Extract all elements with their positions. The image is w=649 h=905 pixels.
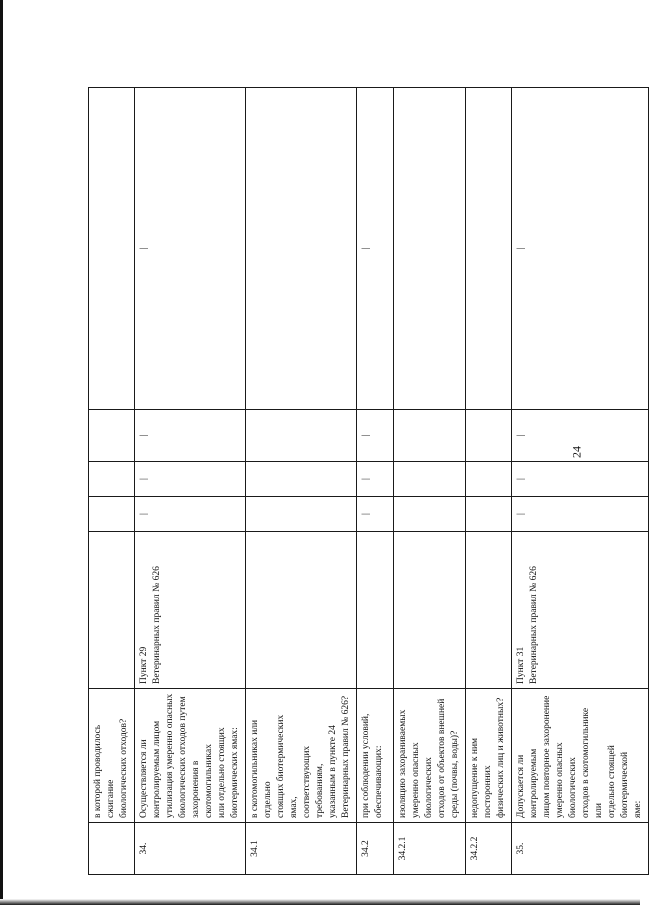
legal-reference: Пункт 31 Ветеринарных правил № 626	[512, 532, 649, 689]
answer-not-applicable: |	[512, 410, 649, 462]
page-number: 24	[569, 446, 584, 458]
table-row	[466, 88, 512, 875]
table-row	[246, 88, 357, 875]
answer-yes	[246, 497, 357, 532]
table-row	[89, 88, 135, 875]
question-text: при соблюдении условий, обеспечивающих:	[357, 689, 394, 823]
table-row	[135, 88, 246, 875]
question-text: Осуществляется ли контролируемым лицом утилизация умеренно опасных биологических отходов путем захоронения в скотомогильниках или отдельно стоящих биотермических ямах:	[135, 689, 246, 823]
item-number: 35.	[512, 823, 649, 875]
answer-yes	[394, 497, 466, 532]
checklist-table-wrapper	[88, 88, 643, 875]
answer-no	[466, 462, 512, 497]
item-number: 34.	[135, 823, 246, 875]
legal-reference	[89, 532, 135, 689]
answer-no: |	[135, 462, 246, 497]
legal-reference	[357, 532, 394, 689]
answer-note: |	[357, 88, 394, 410]
answer-no	[394, 462, 466, 497]
legal-reference	[246, 532, 357, 689]
question-text: Допускается ли контролируемым лицом повторное захоронение умеренно опасных биологических отходов в скотомогильнике или отдельно стоящей биотермической яме:	[512, 689, 649, 823]
scan-edge-bottom	[0, 899, 640, 905]
answer-no	[246, 462, 357, 497]
answer-yes: |	[512, 497, 649, 532]
answer-not-applicable: |	[135, 410, 246, 462]
answer-note	[466, 88, 512, 410]
answer-not-applicable	[394, 410, 466, 462]
scan-edge-left	[0, 0, 3, 905]
answer-no	[89, 462, 135, 497]
answer-no: |	[357, 462, 394, 497]
legal-reference	[466, 532, 512, 689]
answer-yes	[466, 497, 512, 532]
answer-yes: |	[135, 497, 246, 532]
checklist-table	[88, 87, 649, 875]
item-number: 34.2.1	[394, 823, 466, 875]
item-number: 34.1	[246, 823, 357, 875]
answer-not-applicable: |	[357, 410, 394, 462]
answer-note	[394, 88, 466, 410]
answer-note: |	[512, 88, 649, 410]
legal-reference	[394, 532, 466, 689]
answer-not-applicable	[246, 410, 357, 462]
legal-reference: Пункт 29 Ветеринарных правил № 626	[135, 532, 246, 689]
table-row	[394, 88, 466, 875]
question-text: недопущение к ним посторонних физических лиц и животных?	[466, 689, 512, 823]
answer-yes: |	[357, 497, 394, 532]
item-number: 34.2.2	[466, 823, 512, 875]
table-row	[357, 88, 394, 875]
answer-not-applicable	[466, 410, 512, 462]
question-text: в скотомогильниках или отдельно стоящих биотермических ямах, соответствующих требованиям, указанным в пункте 24 Ветеринарных правил № 626?	[246, 689, 357, 823]
item-number	[89, 823, 135, 875]
table-row	[512, 88, 649, 875]
answer-note: |	[135, 88, 246, 410]
answer-not-applicable	[89, 410, 135, 462]
answer-note	[89, 88, 135, 410]
answer-note	[246, 88, 357, 410]
question-text: изоляцию захораниваемых умеренно опасных биологических отходов от объектов внешней среды (почвы, воды)?	[394, 689, 466, 823]
answer-yes	[89, 497, 135, 532]
answer-no: |	[512, 462, 649, 497]
item-number: 34.2	[357, 823, 394, 875]
question-text: в которой проводилось сжигание биологических отходов?	[89, 689, 135, 823]
